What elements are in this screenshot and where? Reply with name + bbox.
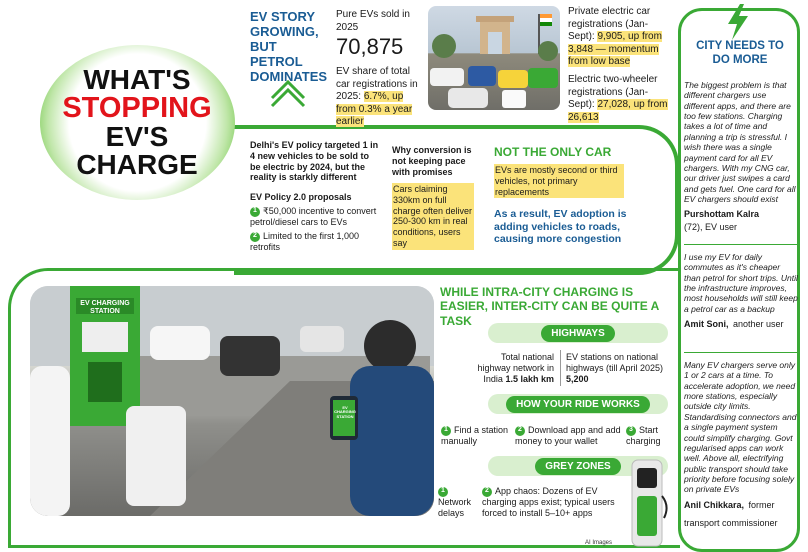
conversion-note: Cars claiming 330km on full charge often deliver 250-300 km in real conditions, users say <box>393 184 473 248</box>
ev-share: EV share of total car registrations in 2025: 6.7%, up from 0.3% a year earlier <box>336 66 418 127</box>
two-wheeler-registrations: Electric two-wheeler registrations (Jan-Sept): 27,028, up from 26,613 <box>568 74 668 123</box>
grey-item-2: 2 App chaos: Dozens of EV charging apps exist; typical users forced to install 5–10+ apps <box>482 486 615 518</box>
quote-3 <box>684 360 798 531</box>
not-only-note: EVs are mostly second or third vehicles, not primary replacements <box>494 164 624 198</box>
quote-author: Anil Chikkara, <box>684 499 745 510</box>
delhi-traffic-photo <box>428 6 560 110</box>
quote-2 <box>684 252 798 332</box>
ride-step-3: 3 Start charging <box>626 425 661 446</box>
intercity-title: WHILE INTRA-CITY CHARGING IS EASIER, INTER-CITY CAN BE QUITE A TASK <box>440 285 659 328</box>
headline-line4: CHARGE <box>76 148 198 180</box>
highways-label: HIGHWAYS <box>541 325 615 342</box>
quote-author-desc: another user <box>732 319 784 330</box>
ride-step-1: 1 Find a station manually <box>441 425 509 446</box>
headline-line3: EV'S <box>105 120 169 152</box>
ride-label: HOW YOUR RIDE WORKS <box>506 396 650 413</box>
headline-line2: STOPPING <box>62 91 212 124</box>
hw-stations: EV stations on national highways (till April 2025) 5,200 <box>566 352 664 384</box>
number-badge: 1 <box>250 207 260 217</box>
divider <box>684 352 798 353</box>
lightning-bolt-icon <box>726 4 750 40</box>
quote-author: Amit Soni, <box>684 319 729 330</box>
number-badge: 3 <box>626 426 636 436</box>
quote-text: I use my EV for daily commutes as it's cheaper than petrol for short trips. Until the infrastructure improves, most households will still keep a petrol car as a backup <box>684 252 798 314</box>
policy-item-2: 2 Limited to the first 1,000 retrofits <box>250 231 360 252</box>
pure-ev-label: Pure EVs sold in 2025 <box>336 9 410 33</box>
charging-station-photo <box>30 286 434 516</box>
number-badge: 2 <box>515 426 525 436</box>
car-registrations: Private electric car registrations (Jan-Sept): 9,905, up from 3,848 — momentum from low base <box>568 6 662 67</box>
quote-text: Many EV chargers serve only 1 or 2 cars at a time. To accelerate adoption, we need more stations, especially outside city limits. Standardising connectors and a single payment system could simplify charging. Govt regularised apps can work well. Above all, electrifying public transport should take priority before focusing solely on private EVs <box>684 360 797 495</box>
divider <box>560 350 561 386</box>
quote-text: The biggest problem is that different chargers use different apps, and there are too few stations. Charging takes a lot of time and planning a trip is stressful. I wish there was a single payment card for all EV chargers. With my CNG car, our driver just swipes a card and gets fuel. One card for all EV chargers should exist <box>684 80 796 204</box>
ride-step-2: 2 Download app and add money to your wallet <box>515 425 621 446</box>
number-badge: 2 <box>250 232 260 242</box>
conversion-title: Why conversion is not keeping pace with promises <box>392 145 472 177</box>
station-sign: EV CHARGING STATION <box>80 300 130 315</box>
quote-author-desc: former transport commissioner <box>684 499 778 528</box>
ride-bar <box>488 394 668 414</box>
ev-charger-icon <box>626 456 670 550</box>
headline-line1: WHAT'S <box>83 63 191 95</box>
pure-ev-value: 70,875 <box>336 34 404 59</box>
city-title: CITY NEEDS TO DO MORE <box>696 40 784 66</box>
headline <box>62 62 212 182</box>
quote-author: Purshottam Kalra <box>684 209 760 220</box>
divider <box>684 244 798 245</box>
hw-network: Total national highway network in India 1.5 lakh km <box>477 352 554 384</box>
phone-screen-text: EV CHARGING STATION <box>334 405 356 419</box>
image-credit: AI Images <box>585 540 613 546</box>
grey-item-1: 1Network delays <box>438 487 472 518</box>
policy-intro: Delhi's EV policy targeted 1 in 4 new vehicles to be sold to be electric by 2024, but the reality is starkly different <box>250 140 379 183</box>
quote-1 <box>684 80 798 232</box>
policy-title: EV Policy 2.0 proposals <box>250 192 352 202</box>
not-only-result: As a result, EV adoption is adding vehicles to roads, causing more congestion <box>494 208 627 246</box>
number-badge: 1 <box>441 426 451 436</box>
story-title: EV STORY GROWING, BUT PETROL DOMINATES <box>250 9 328 84</box>
grey-label: GREY ZONES <box>535 458 620 475</box>
highways-bar <box>488 323 668 343</box>
number-badge: 1 <box>438 487 448 497</box>
quote-author-desc: (72), EV user <box>684 222 738 233</box>
number-badge: 2 <box>482 487 492 497</box>
not-only-title: NOT THE ONLY CAR <box>494 145 612 159</box>
policy-item-1: 1 ₹50,000 incentive to convert petrol/diesel cars to EVs <box>250 206 377 227</box>
chevron-up-icon <box>268 80 308 110</box>
